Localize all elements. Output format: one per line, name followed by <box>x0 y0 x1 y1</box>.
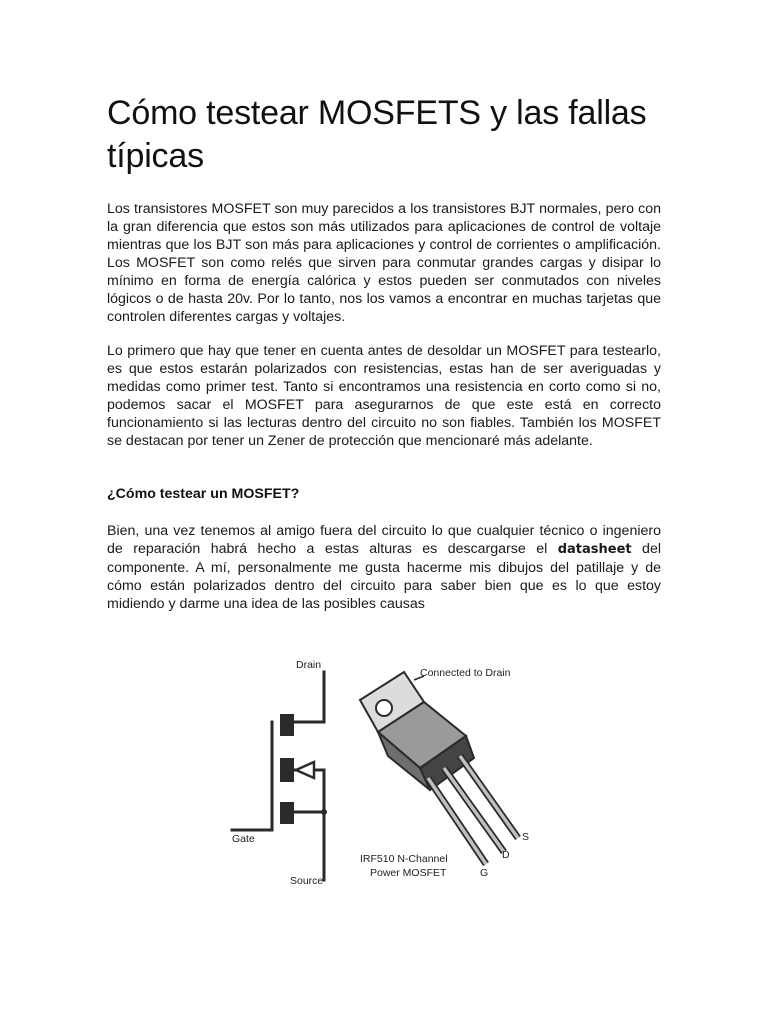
label-connected-to-drain: Connected to Drain <box>420 667 511 679</box>
mosfet-diagram <box>192 640 584 898</box>
pin-label-g: G <box>480 867 489 879</box>
pin-label-d: D <box>502 849 510 861</box>
mounting-hole-icon <box>376 700 392 716</box>
paragraph-datasheet-text-1: Bien, una vez tenemos al amigo fuera del circuito lo que cualquier técnico o ingeniero de reparación habrá hecho a estas alturas es descargarse el <box>107 523 661 557</box>
label-part-type: Power MOSFET <box>370 867 447 879</box>
section-heading: ¿Cómo testear un MOSFET? <box>107 486 300 502</box>
pin-label-s: S <box>522 831 530 843</box>
datasheet-term: datasheet <box>557 542 632 557</box>
junction-dot-icon <box>321 809 327 815</box>
body-arrow-icon <box>296 762 314 778</box>
channel-segment-bottom <box>280 802 294 824</box>
label-drain: Drain <box>296 659 322 671</box>
paragraph-intro: Los transistores MOSFET son muy parecidos a los transistores BJT normales, pero con la gran diferencia que estos son más utilizados para aplicaciones de control de voltaje mientras que los BJT son más para aplicaciones y control de corrientes o amplificación. Los MOSFET son como relés que sirven para conmutar grandes cargas y disipar lo mínimo en forma de energía calórica y estos pueden ser conmutados con niveles lógicos o de hasta 20v. Por lo tanto, nos los vamos a encontrar en muchas tarjetas que controlen diferentes cargas y voltajes. <box>107 201 661 325</box>
paragraph-datasheet <box>107 522 661 613</box>
paragraph-datasheet-text-2: del componente. A mí, personalmente me gusta hacerme mis dibujos del patillaje y de cómo están polarizados dentro del circuito para saber bien que es lo que estoy midiendo y darme una idea de las posibles causas <box>107 541 661 612</box>
label-gate: Gate <box>232 833 255 845</box>
to220-package-illustration <box>360 672 518 864</box>
channel-segment-top <box>280 714 294 736</box>
label-part-number: IRF510 N-Channel <box>360 853 448 865</box>
page-title: Cómo testear MOSFETS y las fallas típicas <box>107 94 647 175</box>
channel-segment-middle <box>280 758 294 782</box>
paragraph-desoldering: Lo primero que hay que tener en cuenta antes de desoldar un MOSFET para testearlo, es que estos estarán polarizados con resistencias, estas han de ser averiguadas y medidas como primer test. Tanto si encontramos una resistencia en corto como si no, podemos sacar el MOSFET para asegurarnos de que este está en correcto funcionamiento si las lecturas dentro del circuito no son fiables. También los MOSFET se destacan por tener un Zener de protección que mencionaré más adelante. <box>107 343 661 449</box>
label-source: Source <box>290 875 324 887</box>
mosfet-figure <box>192 640 584 898</box>
